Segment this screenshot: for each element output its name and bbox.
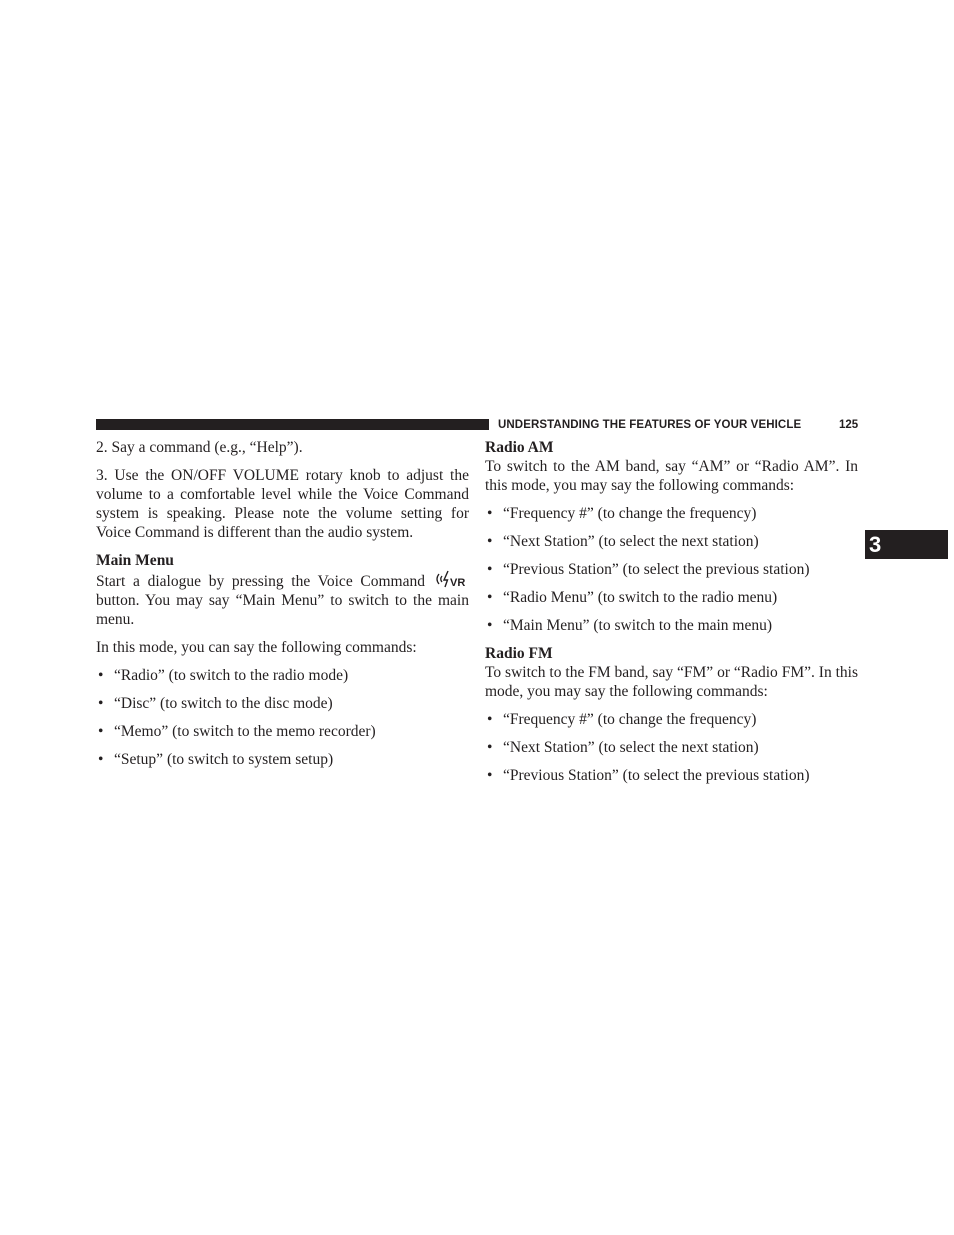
list-item: • “Radio” (to switch to the radio mode)	[96, 666, 469, 685]
list-item: • “Previous Station” (to select the previous station)	[485, 560, 858, 579]
radio-fm-command-list	[485, 710, 858, 785]
main-menu-commands-intro: In this mode, you can say the following commands:	[96, 639, 417, 656]
radio-am-heading: Radio AM	[485, 439, 554, 456]
list-item: • “Frequency #” (to change the frequency)	[485, 504, 858, 523]
list-item: • “Next Station” (to select the next station)	[485, 738, 858, 757]
list-item: • “Main Menu” (to switch to the main menu)	[485, 616, 858, 635]
list-item: • “Radio Menu” (to switch to the radio menu)	[485, 588, 858, 607]
step-3-text: 3. Use the ON/OFF VOLUME rotary knob to adjust the volume to a comfortable level while the Voice Command system is speaking. Please note the volume setting for Voice Command is different than the audio system.	[96, 467, 469, 541]
list-item: • “Setup” (to switch to system setup)	[96, 750, 469, 769]
radio-am-intro: To switch to the AM band, say “AM” or “Radio AM”. In this mode, you may say the following commands:	[485, 458, 858, 494]
step-2-text: 2. Say a command (e.g., “Help”).	[96, 439, 303, 456]
list-item: • “Frequency #” (to change the frequency)	[485, 710, 858, 729]
radio-fm-intro: To switch to the FM band, say “FM” or “Radio FM”. In this mode, you may say the following commands:	[485, 664, 858, 700]
main-menu-intro-end: button. You may say “Main Menu” to switch to the main menu.	[96, 592, 469, 628]
main-menu-intro-start: Start a dialogue by pressing the Voice Command	[96, 573, 425, 590]
left-column	[96, 438, 469, 769]
chapter-number: 3	[869, 532, 882, 557]
right-column	[485, 438, 858, 785]
main-menu-heading: Main Menu	[96, 552, 174, 569]
main-menu-command-list	[96, 666, 469, 769]
main-menu-intro	[96, 570, 469, 629]
running-header-title: UNDERSTANDING THE FEATURES OF YOUR VEHICLE	[498, 419, 802, 431]
page-number: 125	[839, 419, 859, 431]
list-item: • “Memo” (to switch to the memo recorder)	[96, 722, 469, 741]
radio-am-command-list	[485, 504, 858, 635]
radio-fm-heading: Radio FM	[485, 645, 553, 662]
voice-recognition-icon	[431, 570, 469, 589]
chapter-tab	[865, 530, 948, 559]
list-item: • “Previous Station” (to select the previous station)	[485, 766, 858, 785]
header-bar	[96, 419, 489, 430]
list-item: • “Disc” (to switch to the disc mode)	[96, 694, 469, 713]
svg-text:VR: VR	[450, 577, 466, 589]
list-item: • “Next Station” (to select the next station)	[485, 532, 858, 551]
